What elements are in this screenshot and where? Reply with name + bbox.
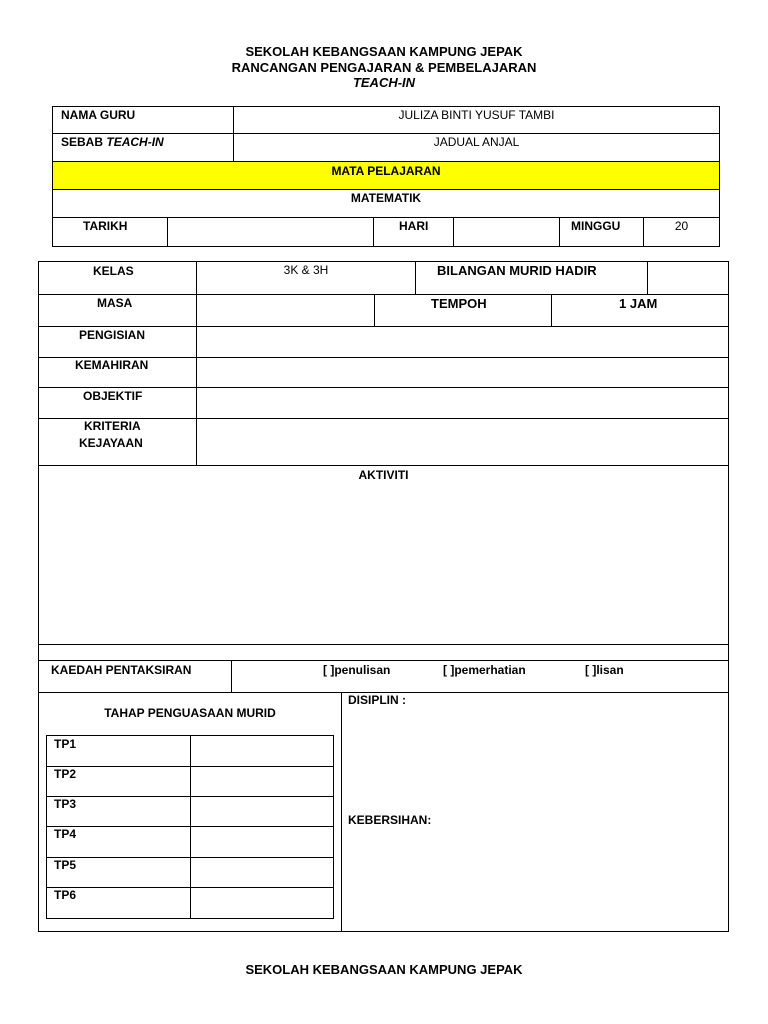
mata-pelajaran-value[interactable]: MATEMATIK <box>350 191 422 205</box>
hari-label: HARI <box>399 219 429 233</box>
tempoh-value[interactable]: 1 JAM <box>619 296 658 311</box>
objektif-label: OBJEKTIF <box>83 389 143 403</box>
tp1-field[interactable] <box>191 736 333 766</box>
aktiviti-field[interactable] <box>39 484 728 644</box>
tp5-label: TP5 <box>54 858 77 872</box>
kelas-label: KELAS <box>93 264 134 278</box>
aktiviti-label: AKTIVITI <box>358 468 409 482</box>
sebab-teach-in-label: SEBAB TEACH-IN <box>61 135 164 149</box>
masa-label: MASA <box>97 296 133 310</box>
hari-field[interactable] <box>454 219 559 246</box>
objektif-field[interactable] <box>197 388 728 418</box>
kaedah-option-lisan[interactable]: [ ]lisan <box>585 663 624 677</box>
masa-field[interactable] <box>197 295 374 325</box>
kaedah-pentaksiran-label: KAEDAH PENTAKSIRAN <box>51 663 192 677</box>
lesson-plan-table <box>38 261 729 932</box>
nama-guru-label: NAMA GURU <box>61 108 136 122</box>
tp4-field[interactable] <box>191 827 333 857</box>
tp6-field[interactable] <box>191 888 333 918</box>
tp2-label: TP2 <box>54 767 77 781</box>
plan-title: RANCANGAN PENGAJARAN & PEMBELAJARAN <box>231 60 537 75</box>
disiplin-field[interactable] <box>342 710 728 810</box>
kebersihan-field[interactable] <box>342 830 728 930</box>
kemahiran-label: KEMAHIRAN <box>75 358 149 372</box>
tp4-label: TP4 <box>54 827 77 841</box>
kriteria-kejayaan-field[interactable] <box>197 419 728 465</box>
nama-guru-value[interactable]: JULIZA BINTI YUSUF TAMBI <box>398 108 555 122</box>
tp-levels-table <box>46 735 334 919</box>
kebersihan-label: KEBERSIHAN: <box>348 813 432 827</box>
minggu-value[interactable]: 20 <box>674 219 689 233</box>
bilangan-murid-label: BILANGAN MURID HADIR <box>437 263 597 278</box>
disiplin-label: DISIPLIN : <box>348 693 407 707</box>
tp3-field[interactable] <box>191 797 333 826</box>
kelas-value[interactable]: 3K & 3H <box>283 263 329 277</box>
kriteria-label: KRITERIA <box>84 419 141 433</box>
kaedah-option-pemerhatian[interactable]: [ ]pemerhatian <box>443 663 526 677</box>
tp5-field[interactable] <box>191 858 333 887</box>
teach-in-subtitle: TEACH-IN <box>352 75 416 90</box>
kemahiran-field[interactable] <box>197 358 728 387</box>
kaedah-option-penulisan[interactable]: [ ]penulisan <box>323 663 391 677</box>
school-name-header: SEKOLAH KEBANGSAAN KAMPUNG JEPAK <box>245 44 523 59</box>
minggu-label: MINGGU <box>571 219 621 233</box>
pengisian-label: PENGISIAN <box>79 328 146 342</box>
school-name-footer: SEKOLAH KEBANGSAAN KAMPUNG JEPAK <box>245 962 523 977</box>
tempoh-label: TEMPOH <box>431 296 487 311</box>
bilangan-murid-field[interactable] <box>648 263 728 293</box>
tp2-field[interactable] <box>191 767 333 796</box>
tarikh-field[interactable] <box>168 219 373 246</box>
sebab-teach-in-value[interactable]: JADUAL ANJAL <box>433 135 520 149</box>
pengisian-field[interactable] <box>197 327 728 357</box>
tp1-label: TP1 <box>54 737 77 751</box>
tahap-penguasaan-label: TAHAP PENGUASAAN MURID <box>104 706 276 720</box>
tp3-label: TP3 <box>54 797 77 811</box>
tarikh-label: TARIKH <box>83 219 128 233</box>
tp6-label: TP6 <box>54 888 77 902</box>
kejayaan-label: KEJAYAAN <box>79 436 143 450</box>
teacher-info-table <box>52 106 720 247</box>
mata-pelajaran-label: MATA PELAJARAN <box>53 162 719 189</box>
